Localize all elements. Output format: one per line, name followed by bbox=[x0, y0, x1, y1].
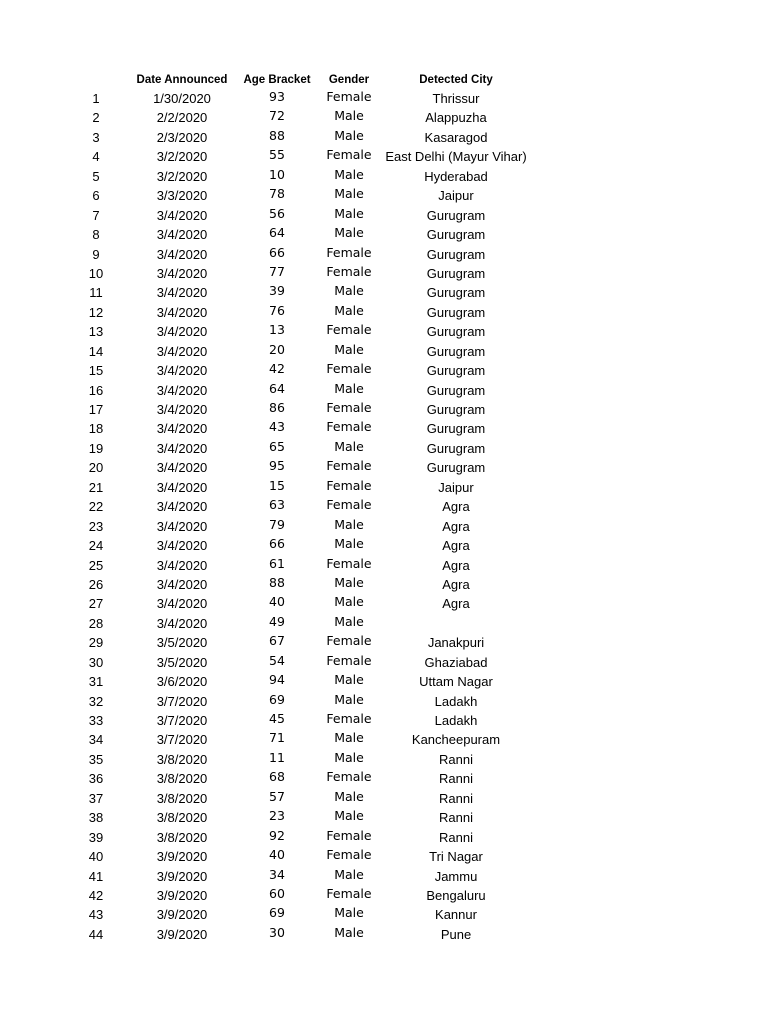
age-bracket-cell: 95 bbox=[269, 458, 285, 474]
gender-cell: Male bbox=[334, 302, 364, 318]
row-index: 15 bbox=[88, 363, 104, 379]
date-announced-cell: 3/4/2020 bbox=[156, 479, 208, 495]
age-bracket-cell: 63 bbox=[269, 497, 285, 513]
table-row bbox=[0, 808, 768, 827]
row-index: 17 bbox=[88, 402, 104, 417]
header-row bbox=[0, 71, 768, 89]
detected-city-cell: Kannur bbox=[435, 907, 477, 923]
date-announced-cell: 3/4/2020 bbox=[156, 246, 208, 262]
age-bracket-cell: 56 bbox=[269, 205, 285, 221]
age-bracket-cell: 77 bbox=[269, 263, 285, 279]
detected-city-cell: Kancheepuram bbox=[411, 732, 501, 748]
gender-cell: Male bbox=[334, 866, 364, 882]
table-row bbox=[0, 750, 768, 769]
row-index: 28 bbox=[88, 615, 104, 631]
row-index: 24 bbox=[88, 538, 104, 554]
date-announced-cell: 3/6/2020 bbox=[156, 674, 208, 690]
gender-cell: Female bbox=[326, 400, 372, 415]
detected-city-cell: Gurugram bbox=[426, 421, 486, 437]
row-index: 22 bbox=[88, 499, 104, 515]
age-bracket-cell: 45 bbox=[269, 711, 285, 726]
gender-cell: Male bbox=[334, 516, 364, 532]
date-announced-cell: 3/4/2020 bbox=[156, 499, 208, 515]
table-row bbox=[0, 789, 768, 808]
table-row bbox=[0, 303, 768, 322]
gender-cell: Male bbox=[334, 691, 364, 707]
table-row bbox=[0, 575, 768, 594]
detected-city-cell: Gurugram bbox=[426, 246, 486, 262]
table-row bbox=[0, 322, 768, 341]
date-announced-cell: 3/9/2020 bbox=[156, 926, 208, 942]
date-announced-cell: 3/4/2020 bbox=[156, 538, 208, 554]
gender-cell: Male bbox=[334, 808, 364, 824]
detected-city-cell: Ranni bbox=[439, 790, 473, 806]
table-row bbox=[0, 536, 768, 555]
row-index: 9 bbox=[92, 246, 100, 262]
gender-cell: Male bbox=[334, 166, 364, 182]
detected-city-cell: Agra bbox=[442, 557, 470, 573]
row-index: 35 bbox=[88, 751, 104, 767]
gender-cell: Female bbox=[326, 827, 372, 843]
age-bracket-cell: 57 bbox=[269, 788, 285, 804]
gender-cell: Male bbox=[334, 905, 364, 921]
header-gender: Gender bbox=[328, 74, 370, 86]
age-bracket-cell: 55 bbox=[269, 147, 285, 163]
table-row bbox=[0, 614, 768, 633]
detected-city-cell: Agra bbox=[442, 538, 470, 554]
table-row bbox=[0, 167, 768, 186]
row-index: 42 bbox=[88, 887, 104, 903]
date-announced-cell: 3/4/2020 bbox=[156, 596, 208, 612]
date-announced-cell: 3/8/2020 bbox=[156, 810, 208, 826]
data-table bbox=[0, 71, 768, 944]
table-row bbox=[0, 206, 768, 225]
date-announced-cell: 3/2/2020 bbox=[156, 168, 208, 184]
table-row bbox=[0, 556, 768, 575]
age-bracket-cell: 94 bbox=[269, 672, 285, 688]
gender-cell: Female bbox=[326, 769, 372, 785]
age-bracket-cell: 11 bbox=[269, 749, 285, 765]
date-announced-cell: 3/4/2020 bbox=[156, 421, 208, 437]
age-bracket-cell: 69 bbox=[269, 905, 285, 921]
age-bracket-cell: 49 bbox=[269, 613, 285, 629]
age-bracket-cell: 40 bbox=[269, 594, 285, 610]
row-index: 8 bbox=[92, 227, 100, 243]
table-row bbox=[0, 342, 768, 361]
date-announced-cell: 3/4/2020 bbox=[156, 402, 208, 417]
table-row bbox=[0, 245, 768, 264]
gender-cell: Female bbox=[326, 147, 372, 163]
gender-cell: Male bbox=[334, 108, 364, 124]
gender-cell: Female bbox=[326, 885, 372, 901]
gender-cell: Male bbox=[334, 574, 364, 590]
row-index: 7 bbox=[92, 207, 100, 223]
row-index: 5 bbox=[92, 168, 100, 184]
age-bracket-cell: 42 bbox=[269, 361, 285, 377]
date-announced-cell: 3/4/2020 bbox=[156, 557, 208, 573]
gender-cell: Male bbox=[334, 594, 364, 610]
date-announced-cell: 3/4/2020 bbox=[156, 440, 208, 456]
gender-cell: Female bbox=[326, 263, 372, 279]
age-bracket-cell: 10 bbox=[269, 166, 285, 182]
row-index: 39 bbox=[88, 829, 104, 845]
age-bracket-cell: 76 bbox=[269, 302, 285, 318]
row-index: 13 bbox=[88, 324, 104, 340]
gender-cell: Male bbox=[334, 788, 364, 804]
row-index: 26 bbox=[88, 576, 104, 592]
date-announced-cell: 3/8/2020 bbox=[156, 790, 208, 806]
table-row bbox=[0, 108, 768, 127]
gender-cell: Female bbox=[326, 477, 372, 493]
date-announced-cell: 3/4/2020 bbox=[156, 207, 208, 223]
date-announced-cell: 3/7/2020 bbox=[156, 693, 208, 709]
date-announced-cell: 3/9/2020 bbox=[156, 887, 208, 903]
date-announced-cell: 3/4/2020 bbox=[156, 304, 208, 320]
table-row bbox=[0, 381, 768, 400]
table-row bbox=[0, 633, 768, 652]
table-row bbox=[0, 497, 768, 516]
row-index: 16 bbox=[88, 382, 104, 398]
age-bracket-cell: 15 bbox=[269, 477, 285, 493]
row-index: 23 bbox=[88, 518, 104, 534]
table-row bbox=[0, 186, 768, 205]
detected-city-cell: Kasaragod bbox=[424, 129, 488, 145]
age-bracket-cell: 86 bbox=[269, 400, 285, 415]
table-row bbox=[0, 905, 768, 924]
table-row bbox=[0, 128, 768, 147]
table-row bbox=[0, 769, 768, 788]
age-bracket-cell: 88 bbox=[269, 127, 285, 143]
detected-city-cell: Agra bbox=[442, 499, 470, 515]
age-bracket-cell: 20 bbox=[269, 341, 285, 357]
row-index: 43 bbox=[88, 907, 104, 923]
row-index: 19 bbox=[88, 440, 104, 456]
detected-city-cell: Gurugram bbox=[426, 207, 486, 223]
detected-city-cell: Agra bbox=[442, 576, 470, 592]
gender-cell: Female bbox=[326, 633, 372, 649]
row-index: 30 bbox=[88, 654, 104, 670]
detected-city-cell: Gurugram bbox=[426, 304, 486, 320]
gender-cell: Female bbox=[326, 711, 372, 726]
detected-city-cell: Gurugram bbox=[426, 285, 486, 301]
detected-city-cell: Tri Nagar bbox=[429, 849, 483, 865]
date-announced-cell: 3/8/2020 bbox=[156, 829, 208, 845]
gender-cell: Female bbox=[326, 361, 372, 377]
gender-cell: Male bbox=[334, 225, 364, 241]
detected-city-cell: Janakpuri bbox=[427, 635, 485, 651]
age-bracket-cell: 79 bbox=[269, 516, 285, 532]
age-bracket-cell: 40 bbox=[269, 847, 285, 863]
row-index: 20 bbox=[88, 460, 104, 476]
table-row bbox=[0, 847, 768, 866]
table-row bbox=[0, 225, 768, 244]
gender-cell: Female bbox=[326, 555, 372, 571]
table-row bbox=[0, 828, 768, 847]
row-index: 3 bbox=[92, 129, 100, 145]
table-row bbox=[0, 672, 768, 691]
table-row bbox=[0, 400, 768, 419]
detected-city-cell: Gurugram bbox=[426, 324, 486, 340]
detected-city-cell: Gurugram bbox=[426, 402, 486, 417]
row-index: 41 bbox=[88, 868, 104, 884]
table-row bbox=[0, 264, 768, 283]
table-row bbox=[0, 147, 768, 166]
row-index: 25 bbox=[88, 557, 104, 573]
detected-city-cell: Gurugram bbox=[426, 343, 486, 359]
row-index: 40 bbox=[88, 849, 104, 865]
date-announced-cell: 3/4/2020 bbox=[156, 615, 208, 631]
row-index: 11 bbox=[89, 285, 103, 301]
detected-city-cell: Gurugram bbox=[426, 440, 486, 456]
detected-city-cell: Ghaziabad bbox=[424, 654, 488, 670]
detected-city-cell: Ladakh bbox=[434, 713, 478, 728]
gender-cell: Male bbox=[334, 749, 364, 765]
table-row bbox=[0, 711, 768, 730]
row-index: 36 bbox=[88, 771, 104, 787]
date-announced-cell: 3/5/2020 bbox=[156, 654, 208, 670]
table-row bbox=[0, 283, 768, 302]
detected-city-cell: Alappuzha bbox=[425, 110, 487, 126]
table-row bbox=[0, 692, 768, 711]
row-index: 2 bbox=[92, 110, 100, 126]
age-bracket-cell: 69 bbox=[269, 691, 285, 707]
age-bracket-cell: 60 bbox=[269, 885, 285, 901]
table-row bbox=[0, 419, 768, 438]
date-announced-cell: 3/7/2020 bbox=[156, 713, 208, 728]
detected-city-cell: Ladakh bbox=[434, 693, 478, 709]
table-row bbox=[0, 478, 768, 497]
detected-city-cell: Ranni bbox=[439, 810, 473, 826]
age-bracket-cell: 65 bbox=[269, 438, 285, 454]
table-row bbox=[0, 867, 768, 886]
detected-city-cell: Gurugram bbox=[426, 363, 486, 379]
date-announced-cell: 3/4/2020 bbox=[156, 382, 208, 398]
age-bracket-cell: 68 bbox=[269, 769, 285, 785]
date-announced-cell: 3/4/2020 bbox=[156, 460, 208, 476]
gender-cell: Male bbox=[334, 613, 364, 629]
date-announced-cell: 3/8/2020 bbox=[156, 751, 208, 767]
date-announced-cell: 3/2/2020 bbox=[156, 149, 208, 165]
age-bracket-cell: 67 bbox=[269, 633, 285, 649]
date-announced-cell: 3/4/2020 bbox=[156, 324, 208, 340]
row-index: 12 bbox=[88, 304, 104, 320]
age-bracket-cell: 61 bbox=[269, 555, 285, 571]
row-index: 6 bbox=[92, 188, 100, 204]
gender-cell: Male bbox=[334, 730, 364, 746]
header-date-announced: Date Announced bbox=[136, 74, 228, 86]
detected-city-cell: Thrissur bbox=[432, 91, 480, 106]
age-bracket-cell: 64 bbox=[269, 380, 285, 396]
row-index: 10 bbox=[88, 265, 104, 281]
date-announced-cell: 3/3/2020 bbox=[156, 188, 208, 204]
date-announced-cell: 1/30/2020 bbox=[153, 91, 211, 106]
detected-city-cell: Bengaluru bbox=[426, 887, 486, 903]
gender-cell: Female bbox=[326, 244, 372, 260]
detected-city-cell: Ranni bbox=[439, 771, 473, 787]
row-index: 14 bbox=[88, 343, 104, 359]
table-row bbox=[0, 886, 768, 905]
row-index: 44 bbox=[88, 926, 104, 942]
detected-city-cell: Agra bbox=[442, 518, 470, 534]
gender-cell: Female bbox=[326, 847, 372, 863]
date-announced-cell: 3/4/2020 bbox=[156, 227, 208, 243]
age-bracket-cell: 88 bbox=[269, 574, 285, 590]
row-index: 33 bbox=[88, 713, 104, 728]
date-announced-cell: 2/2/2020 bbox=[156, 110, 208, 126]
age-bracket-cell: 43 bbox=[269, 419, 285, 435]
table-row bbox=[0, 89, 768, 108]
date-announced-cell: 3/4/2020 bbox=[156, 285, 208, 301]
age-bracket-cell: 23 bbox=[269, 808, 285, 824]
detected-city-cell: Pune bbox=[440, 926, 472, 942]
row-index: 21 bbox=[88, 479, 104, 495]
age-bracket-cell: 92 bbox=[269, 827, 285, 843]
row-index: 29 bbox=[88, 635, 104, 651]
gender-cell: Female bbox=[326, 419, 372, 435]
table-row bbox=[0, 730, 768, 749]
date-announced-cell: 3/4/2020 bbox=[156, 343, 208, 359]
detected-city-cell: Agra bbox=[442, 596, 470, 612]
table-row bbox=[0, 517, 768, 536]
detected-city-cell: Jaipur bbox=[438, 188, 474, 204]
row-index: 38 bbox=[88, 810, 104, 826]
row-index: 34 bbox=[88, 732, 104, 748]
gender-cell: Female bbox=[326, 322, 372, 338]
table-row bbox=[0, 361, 768, 380]
detected-city-cell: Hyderabad bbox=[424, 168, 488, 184]
row-index: 18 bbox=[88, 421, 104, 437]
gender-cell: Male bbox=[334, 186, 364, 202]
gender-cell: Male bbox=[334, 380, 364, 396]
header-age-bracket: Age Bracket bbox=[243, 74, 311, 86]
gender-cell: Male bbox=[334, 924, 364, 940]
table-row bbox=[0, 925, 768, 944]
gender-cell: Male bbox=[334, 205, 364, 221]
row-index: 1 bbox=[92, 91, 100, 106]
date-announced-cell: 3/4/2020 bbox=[156, 363, 208, 379]
age-bracket-cell: 64 bbox=[269, 225, 285, 241]
table-row bbox=[0, 594, 768, 613]
age-bracket-cell: 66 bbox=[269, 244, 285, 260]
date-announced-cell: 3/4/2020 bbox=[156, 265, 208, 281]
age-bracket-cell: 93 bbox=[269, 89, 285, 104]
date-announced-cell: 2/3/2020 bbox=[156, 129, 208, 145]
date-announced-cell: 3/8/2020 bbox=[156, 771, 208, 787]
age-bracket-cell: 30 bbox=[269, 924, 285, 940]
table-row bbox=[0, 458, 768, 477]
gender-cell: Female bbox=[326, 458, 372, 474]
detected-city-cell: Ranni bbox=[439, 829, 473, 845]
date-announced-cell: 3/4/2020 bbox=[156, 576, 208, 592]
gender-cell: Female bbox=[326, 89, 372, 104]
gender-cell: Male bbox=[334, 127, 364, 143]
detected-city-cell: Gurugram bbox=[426, 382, 486, 398]
age-bracket-cell: 66 bbox=[269, 536, 285, 552]
row-index: 27 bbox=[88, 596, 104, 612]
detected-city-cell: Jaipur bbox=[438, 479, 474, 495]
date-announced-cell: 3/9/2020 bbox=[156, 849, 208, 865]
age-bracket-cell: 39 bbox=[269, 283, 285, 299]
detected-city-cell: Jammu bbox=[434, 868, 478, 884]
gender-cell: Male bbox=[334, 438, 364, 454]
date-announced-cell: 3/5/2020 bbox=[156, 635, 208, 651]
age-bracket-cell: 71 bbox=[269, 730, 285, 746]
date-announced-cell: 3/9/2020 bbox=[156, 907, 208, 923]
date-announced-cell: 3/9/2020 bbox=[156, 868, 208, 884]
gender-cell: Male bbox=[334, 341, 364, 357]
age-bracket-cell: 78 bbox=[269, 186, 285, 202]
age-bracket-cell: 34 bbox=[269, 866, 285, 882]
row-index: 4 bbox=[92, 149, 100, 165]
row-index: 31 bbox=[88, 674, 104, 690]
detected-city-cell: Ranni bbox=[439, 751, 473, 767]
gender-cell: Female bbox=[326, 652, 372, 668]
detected-city-cell: East Delhi (Mayur Vihar) bbox=[385, 149, 527, 165]
gender-cell: Male bbox=[334, 672, 364, 688]
table-row bbox=[0, 653, 768, 672]
table-body bbox=[0, 89, 768, 944]
table-row bbox=[0, 439, 768, 458]
detected-city-cell: Gurugram bbox=[426, 227, 486, 243]
detected-city-cell: Gurugram bbox=[426, 265, 486, 281]
header-detected-city: Detected City bbox=[419, 74, 493, 86]
date-announced-cell: 3/7/2020 bbox=[156, 732, 208, 748]
gender-cell: Male bbox=[334, 283, 364, 299]
age-bracket-cell: 54 bbox=[269, 652, 285, 668]
age-bracket-cell: 13 bbox=[269, 322, 285, 338]
gender-cell: Female bbox=[326, 497, 372, 513]
row-index: 32 bbox=[88, 693, 104, 709]
age-bracket-cell: 72 bbox=[269, 108, 285, 124]
gender-cell: Male bbox=[334, 536, 364, 552]
row-index: 37 bbox=[88, 790, 104, 806]
detected-city-cell: Uttam Nagar bbox=[419, 674, 493, 690]
detected-city-cell: Gurugram bbox=[426, 460, 486, 476]
date-announced-cell: 3/4/2020 bbox=[156, 518, 208, 534]
